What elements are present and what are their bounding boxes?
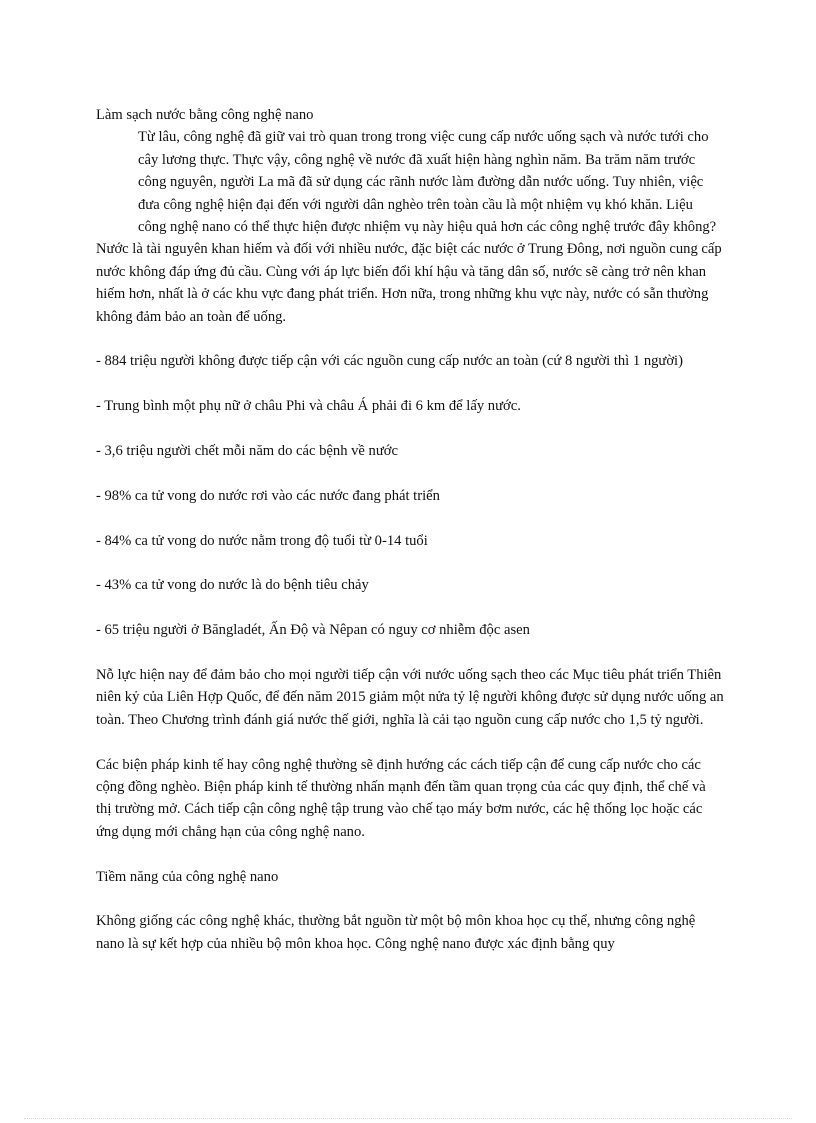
fact-item: - 65 triệu người ở Băngladét, Ấn Độ và Nêpan có nguy cơ nhiễm độc asen <box>96 622 530 639</box>
page-bottom-divider <box>24 1118 792 1119</box>
section-subheading: Tiềm năng của công nghệ nano <box>96 868 279 885</box>
fact-item: - 884 triệu người không được tiếp cận với các nguồn cung cấp nước an toàn (cứ 8 người thì 1 người) <box>96 353 683 370</box>
paragraph-approaches: Các biện pháp kinh tế hay công nghệ thường sẽ định hướng các cách tiếp cận để cung cấp nước cho các cộng đồng nghèo. Biện pháp kinh tế thường nhấn mạnh đến tầm quan trọng của các quy định, thể chế và thị trường mở. Cách tiếp cận công nghệ tập trung vào chế tạo máy bơm nước, các hệ thống lọc hoặc các ứng dụng mới chẳng hạn của công nghệ nano. <box>96 756 706 840</box>
fact-item: - 98% ca tử vong do nước rơi vào các nước đang phát triển <box>96 487 440 504</box>
paragraph-millennium-goals: Nỗ lực hiện nay để đảm bảo cho mọi người tiếp cận với nước uống sạch theo các Mục tiêu phát triển Thiên niên kỷ của Liên Hợp Quốc, để đến năm 2015 giảm một nửa tỷ lệ người không được sử dụng nước uống an toàn. Theo Chương trình đánh giá nước thế giới, nghĩa là cải tạo nguồn cung cấp nước cho 1,5 tỷ người. <box>96 667 724 728</box>
fact-item: - 43% ca tử vong do nước là do bệnh tiêu chảy <box>96 577 369 594</box>
document-title: Làm sạch nước bằng công nghệ nano <box>96 107 314 123</box>
fact-item: - 84% ca tử vong do nước nằm trong độ tuổi từ 0-14 tuổi <box>96 532 428 549</box>
fact-item: - 3,6 triệu người chết mỗi năm do các bệnh về nước <box>96 443 398 460</box>
paragraph-water-scarcity: Nước là tài nguyên khan hiếm và đối với nhiều nước, đặc biệt các nước ở Trung Đông, nơi nguồn cung cấp nước không đáp ứng đủ cầu. Cùng với áp lực biến đổi khí hậu và tăng dân số, nước sẽ càng trở nên khan hiếm hơn, nhất là ở các khu vực đang phát triển. Hơn nữa, trong những khu vực này, nước có sẵn thường không đảm bảo an toàn để uống. <box>96 241 722 325</box>
document-body <box>96 104 724 955</box>
paragraph-nano-potential: Không giống các công nghệ khác, thường bắt nguồn từ một bộ môn khoa học cụ thể, nhưng công nghệ nano là sự kết hợp của nhiều bộ môn khoa học. Công nghệ nano được xác định bằng quy <box>96 913 696 952</box>
intro-paragraph: Từ lâu, công nghệ đã giữ vai trò quan trong trong việc cung cấp nước uống sạch và nước tưới cho cây lương thực. Thực vậy, công nghệ về nước đã xuất hiện hàng nghìn năm. Ba trăm năm trước công nguyên, người La mã đã sử dụng các rãnh nước làm đường dẫn nước uống. Tuy nhiên, việc đưa công nghệ hiện đại đến với người dân nghèo trên toàn cầu là một nhiệm vụ khó khăn. Liệu công nghệ nano có thể thực hiện được nhiệm vụ này hiệu quả hơn các công nghệ trước đây không? <box>138 129 717 236</box>
fact-item: - Trung bình một phụ nữ ở châu Phi và châu Á phải đi 6 km để lấy nước. <box>96 398 521 415</box>
